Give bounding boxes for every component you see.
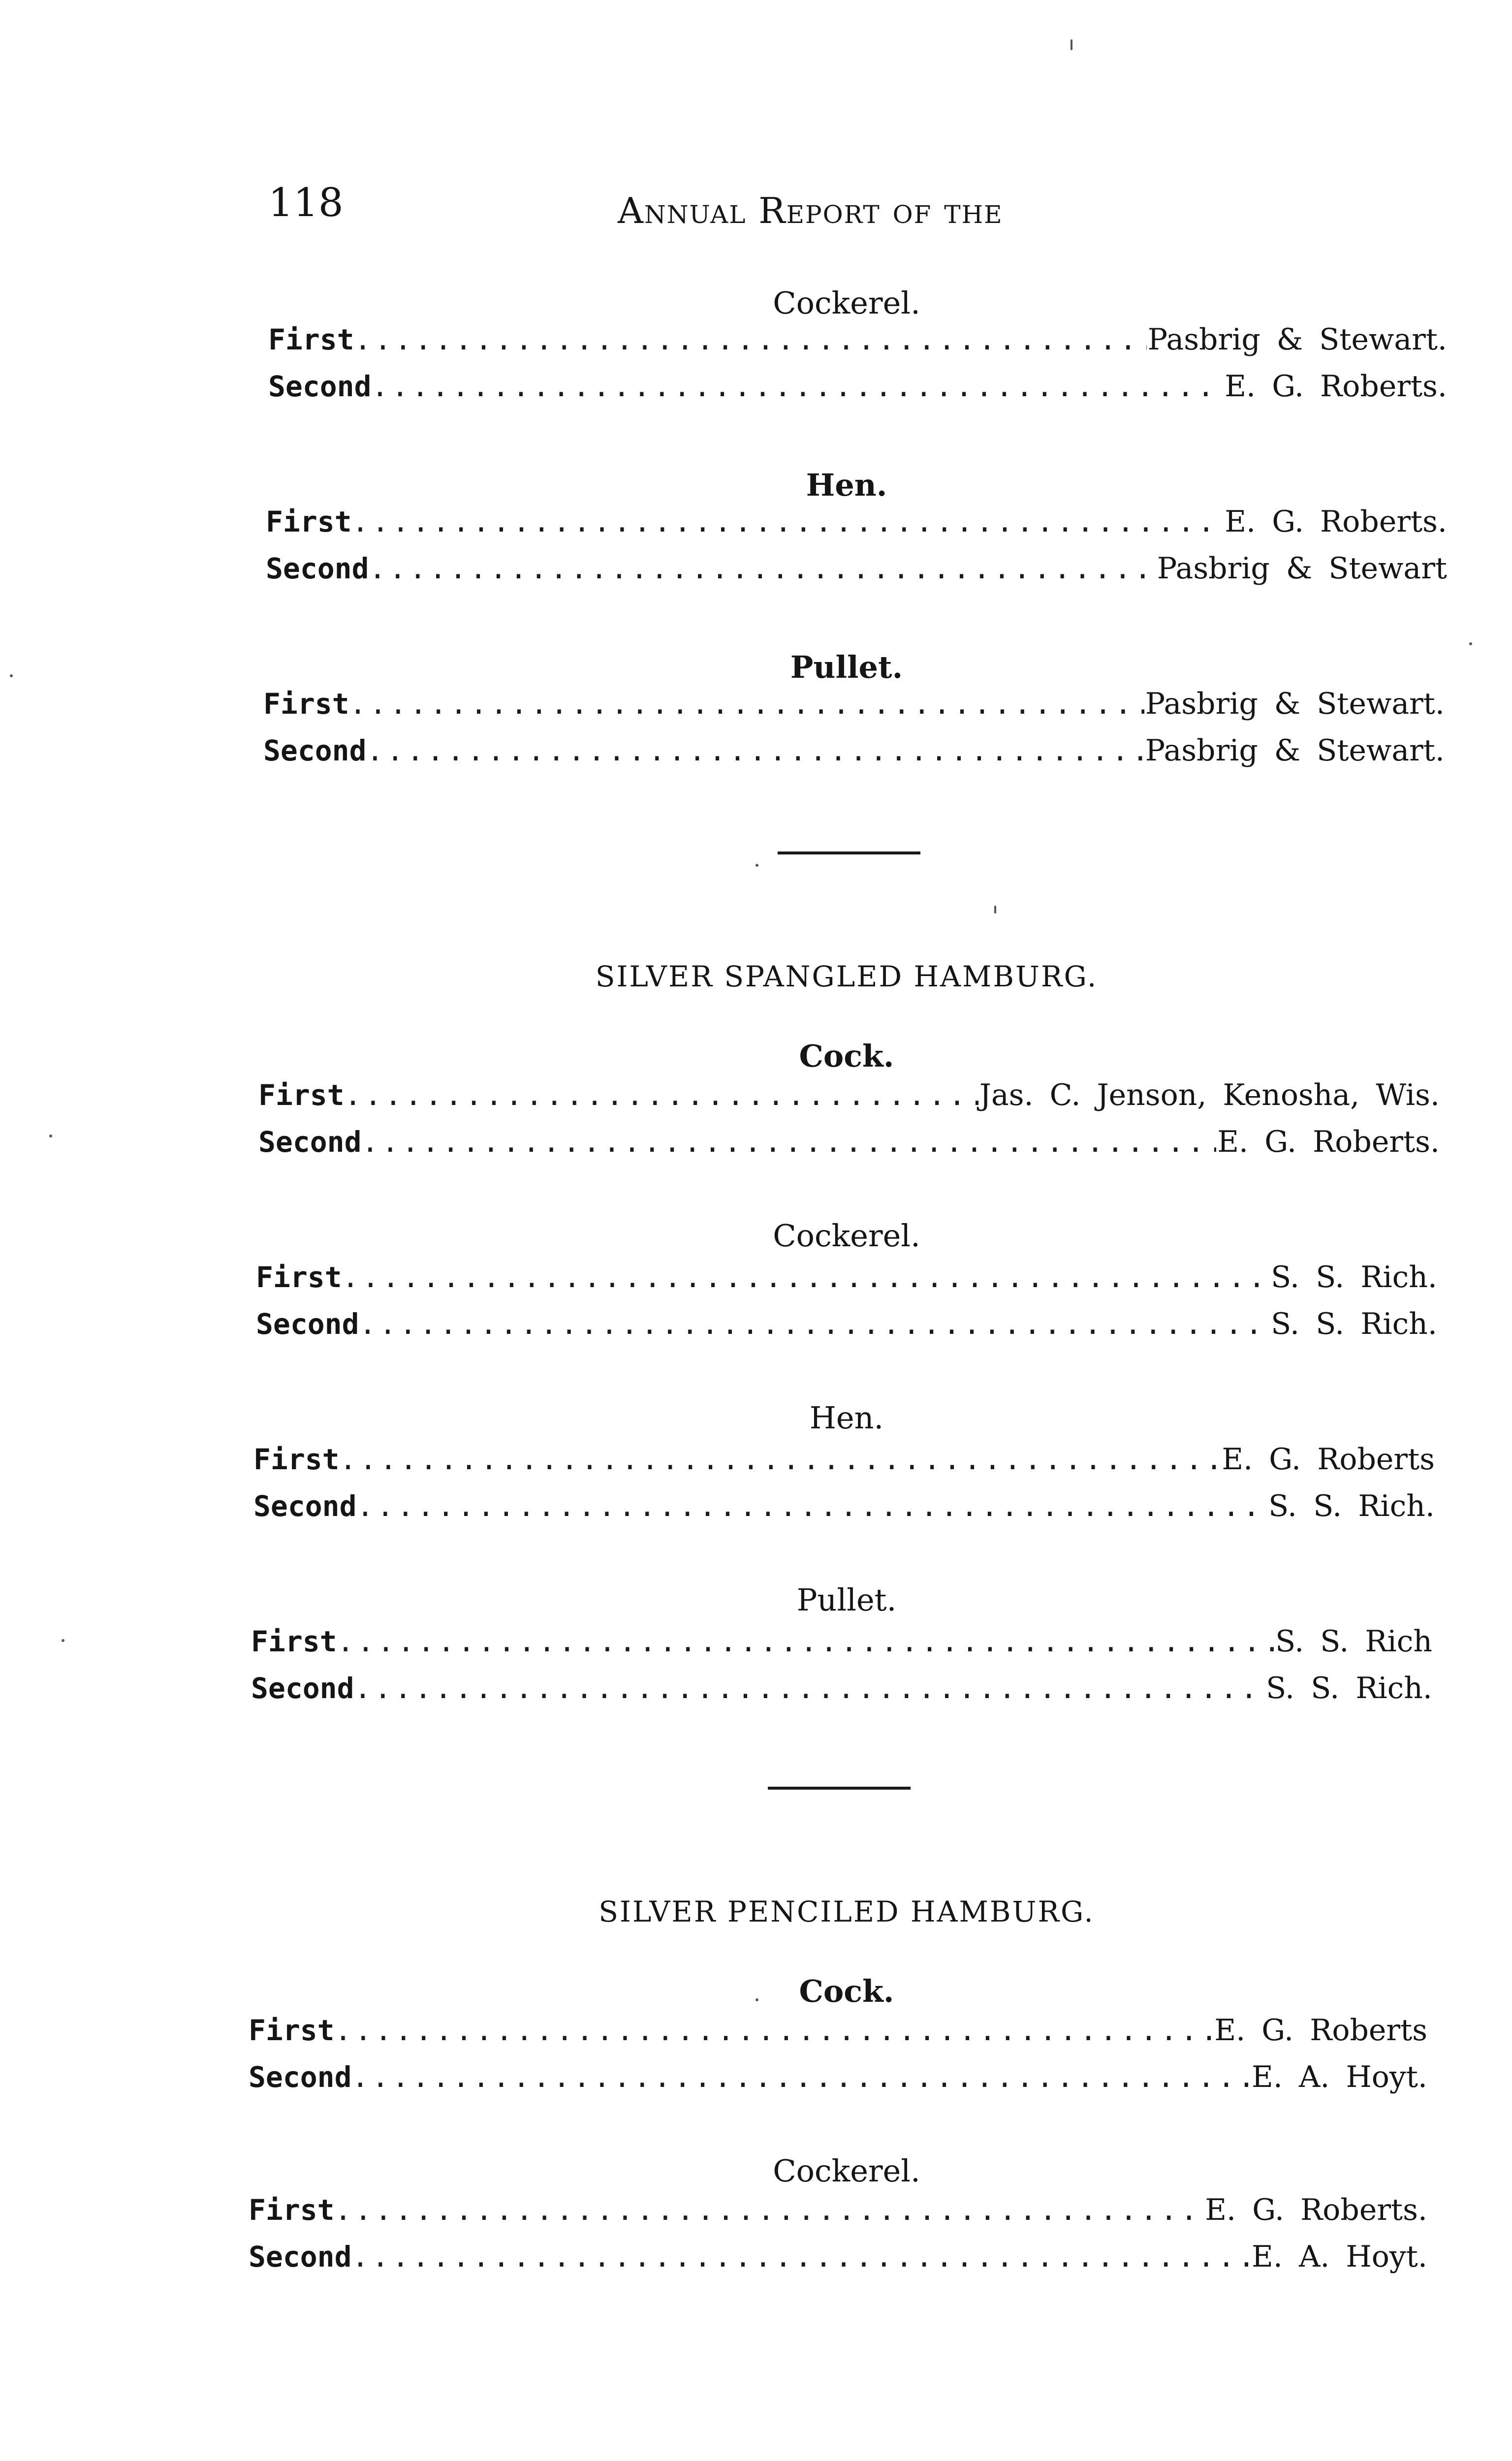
dot-leader: [352, 507, 1224, 536]
dot-leader: [354, 1674, 1265, 1703]
award-line: [249, 2062, 1427, 2092]
award-line: [251, 1673, 1432, 1703]
dot-leader: [352, 2242, 1251, 2271]
award-winner: E. G. Roberts: [1222, 1442, 1435, 1477]
award-winner: Jas. C. Jenson, Kenosha, Wis.: [979, 1078, 1440, 1112]
award-winner: E. G. Roberts.: [1225, 369, 1447, 404]
scan-speck: [756, 1998, 758, 2001]
section-divider: [778, 852, 920, 854]
dot-leader: [335, 2196, 1204, 2224]
scan-speck: [756, 864, 758, 867]
award-place: Second: [251, 1672, 354, 1705]
award-line: [253, 1491, 1435, 1521]
award-place: First: [251, 1625, 337, 1658]
scan-speck: [1071, 39, 1072, 50]
award-place: Second: [256, 1307, 359, 1341]
award-winner: S. S. Rich.: [1268, 1489, 1435, 1523]
dot-leader: [367, 736, 1144, 765]
award-winner: E. G. Roberts: [1214, 2013, 1427, 2048]
award-winner: S. S. Rich.: [1271, 1307, 1437, 1341]
award-winner: E. G. Roberts.: [1217, 1125, 1440, 1159]
award-line: [253, 1442, 1435, 1477]
scan-speck: [994, 906, 996, 914]
award-winner: Pasbrig & Stewart.: [1147, 322, 1447, 357]
award-line: [263, 733, 1445, 768]
award-winner: S. S. Rich.: [1271, 1260, 1437, 1294]
class-heading-hen: Hen.: [806, 467, 887, 503]
award-place: First: [268, 323, 354, 356]
award-winner: E. A. Hoyt.: [1252, 2060, 1427, 2094]
dot-leader: [340, 1445, 1221, 1474]
award-line: [258, 1080, 1440, 1110]
dot-leader: [354, 325, 1147, 354]
breed-heading-silver-penciled: SILVER PENCILED HAMBURG.: [598, 1895, 1095, 1928]
award-winner: E. A. Hoyt.: [1252, 2240, 1427, 2274]
award-line: [256, 1262, 1437, 1292]
award-place: First: [249, 2193, 335, 2227]
dot-leader: [372, 372, 1224, 401]
award-line: [258, 1127, 1440, 1157]
dot-leader: [345, 1081, 978, 1109]
dot-leader: [349, 690, 1144, 718]
award-winner: Pasbrig & Stewart.: [1145, 733, 1445, 768]
class-heading-cockerel: Cockerel.: [773, 2153, 920, 2189]
running-title: Annual Report of the: [618, 190, 1003, 231]
award-place: First: [258, 1078, 345, 1112]
class-heading-cockerel: Cockerel.: [773, 1218, 920, 1254]
award-place: Second: [253, 1489, 357, 1523]
class-heading-cock: Cock.: [799, 1973, 894, 2009]
award-line: [249, 2195, 1427, 2225]
dot-leader: [335, 2016, 1214, 2045]
award-line: [263, 689, 1445, 719]
dot-leader: [352, 2063, 1251, 2091]
award-line: [268, 369, 1447, 404]
award-winner: Pasbrig & Stewart: [1157, 551, 1447, 586]
scan-speck: [62, 1639, 64, 1642]
award-place: Second: [266, 552, 369, 585]
award-line: [266, 551, 1447, 586]
award-place: Second: [263, 734, 367, 767]
scan-speck: [49, 1135, 52, 1137]
award-place: First: [253, 1443, 340, 1476]
scan-speck: [10, 674, 13, 677]
dot-leader: [357, 1492, 1268, 1520]
award-place: First: [266, 505, 352, 538]
section-divider: [768, 1787, 911, 1790]
award-place: Second: [258, 1125, 362, 1159]
class-heading-pullet: Pullet.: [790, 649, 903, 685]
award-line: [249, 2013, 1427, 2048]
breed-heading-silver-spangled: SILVER SPANGLED HAMBURG.: [595, 960, 1098, 993]
award-winner: E. G. Roberts.: [1225, 505, 1447, 539]
dot-leader: [337, 1627, 1275, 1656]
class-heading-hen: Hen.: [809, 1400, 884, 1436]
dot-leader: [359, 1310, 1270, 1338]
award-place: Second: [249, 2060, 352, 2094]
award-place: First: [256, 1261, 342, 1294]
award-line: [251, 1624, 1432, 1659]
page-number: 118: [268, 180, 344, 225]
dot-leader: [342, 1263, 1270, 1292]
award-line: [256, 1309, 1437, 1339]
award-line: [268, 322, 1447, 357]
class-heading-pullet: Pullet.: [796, 1582, 897, 1618]
award-place: First: [263, 687, 349, 721]
dot-leader: [369, 554, 1156, 583]
award-line: [266, 505, 1447, 539]
award-winner: S. S. Rich: [1275, 1624, 1432, 1659]
award-winner: Pasbrig & Stewart.: [1145, 687, 1445, 721]
award-place: Second: [249, 2240, 352, 2273]
award-place: First: [249, 2014, 335, 2047]
class-heading-cockerel: Cockerel.: [773, 285, 920, 321]
dot-leader: [362, 1128, 1217, 1156]
award-winner: S. S. Rich.: [1266, 1671, 1432, 1705]
award-place: Second: [268, 370, 372, 403]
award-line: [249, 2242, 1427, 2272]
award-winner: E. G. Roberts.: [1205, 2193, 1427, 2227]
class-heading-cock: Cock.: [799, 1038, 894, 1074]
scan-speck: [1469, 642, 1472, 645]
